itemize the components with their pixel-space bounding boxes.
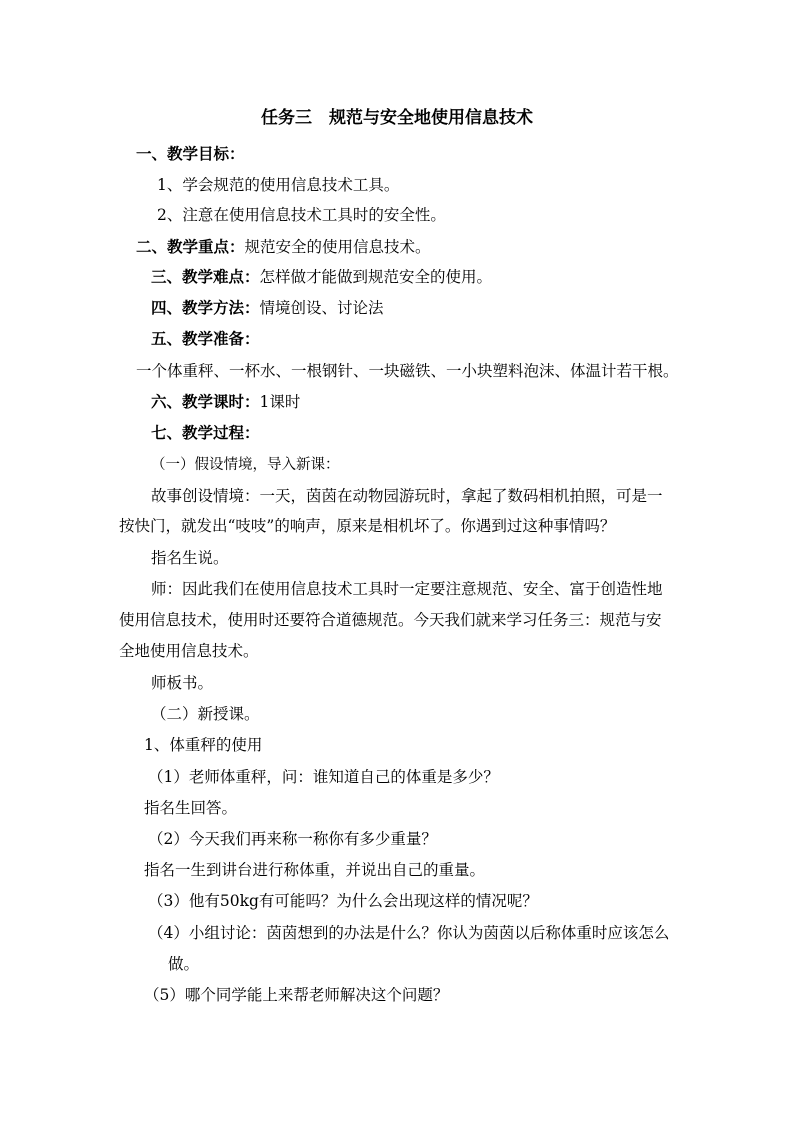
section-class-hours: [151, 391, 300, 413]
line-text: 使用信息技术，使用时还要符合道德规范。今天我们就来学习任务三：规范与安: [119, 611, 662, 629]
section-objectives: [136, 143, 245, 165]
section-heading: 五、教学准备：: [151, 329, 260, 348]
section-process: [151, 422, 260, 444]
line-text: 1、体重秤的使用: [144, 736, 263, 754]
list-item: [148, 828, 437, 850]
line-text: （3）他有50kg有可能吗？为什么会出现这样的情况呢？: [148, 892, 538, 910]
line-text: 做。: [168, 955, 200, 973]
list-item: [148, 890, 538, 912]
section-heading: 三、教学难点：: [151, 267, 260, 286]
line-text: 2、注意在使用信息技术工具时的安全性。: [157, 206, 446, 224]
paragraph-line: [144, 797, 237, 819]
objective-1: [157, 174, 399, 196]
list-item: [148, 922, 669, 944]
line-text: 指名生回答。: [144, 799, 238, 817]
line-text: 一个体重秤、一杯水、一根钢针、一块磁铁、一小块塑料泡沫、体温计若干根。: [136, 362, 679, 380]
line-text: （5）哪个同学能上来帮老师解决这个问题？: [144, 986, 449, 1004]
line-text: 指名生说。: [151, 549, 229, 567]
topic-heading: [144, 734, 262, 756]
section-heading: 七、教学过程：: [151, 423, 260, 442]
section-heading: 四、教学方法：: [151, 298, 260, 317]
section-text: 规范安全的使用信息技术。: [244, 238, 431, 256]
document-title: 任务三 规范与安全地使用信息技术: [261, 108, 533, 128]
section-methods: [151, 297, 384, 319]
subsection-new-lesson: [151, 703, 260, 725]
paragraph-line: [151, 547, 229, 569]
paragraph-line: [151, 578, 663, 600]
section-difficulties: [151, 266, 492, 288]
section-preparation: [151, 328, 260, 350]
line-text: （二）新授课。: [151, 705, 260, 723]
line-text: （4）小组讨论：茵茵想到的办法是什么？你认为茵茵以后称体重时应该怎么: [148, 924, 670, 942]
paragraph-line: [144, 859, 485, 881]
line-text: 全地使用信息技术。: [119, 642, 259, 660]
paragraph-line: [119, 515, 615, 537]
list-item: [144, 984, 448, 1006]
section-key-points: [136, 236, 431, 258]
section-text: 1课时: [259, 393, 301, 411]
section-heading: 一、教学目标：: [136, 144, 245, 163]
paragraph-line: [151, 672, 213, 694]
subsection-intro: [151, 454, 340, 476]
line-text: 指名一生到讲台进行称体重，并说出自己的重量。: [144, 861, 486, 879]
paragraph-line: [119, 609, 662, 631]
section-heading: 六、教学课时：: [151, 392, 260, 411]
line-text: （1）老师体重秤，问：谁知道自己的体重是多少？: [148, 768, 499, 786]
line-text: 故事创设情境：一天，茵茵在动物园游玩时，拿起了数码相机拍照，可是一: [151, 487, 663, 505]
objective-2: [157, 204, 446, 226]
line-text: 师：因此我们在使用信息技术工具时一定要注意规范、安全、富于创造性地: [151, 580, 663, 598]
preparation-items: [136, 360, 679, 382]
section-text: 怎样做才能做到规范安全的使用。: [259, 268, 493, 286]
list-item: [148, 766, 499, 788]
line-text: （一）假设情境，导入新课：: [151, 457, 340, 473]
paragraph-line: [168, 953, 199, 975]
line-text: 师板书。: [151, 674, 214, 692]
line-text: （2）今天我们再来称一称你有多少重量？: [148, 830, 437, 848]
paragraph-line: [151, 485, 663, 507]
section-heading: 二、教学重点：: [136, 237, 245, 256]
line-text: 按快门，就发出“吱吱”的响声，原来是相机坏了。你遇到过这种事情吗？: [119, 517, 616, 535]
paragraph-line: [119, 640, 259, 662]
line-text: 1、学会规范的使用信息技术工具。: [157, 176, 400, 194]
section-text: 情境创设、讨论法: [259, 299, 384, 317]
